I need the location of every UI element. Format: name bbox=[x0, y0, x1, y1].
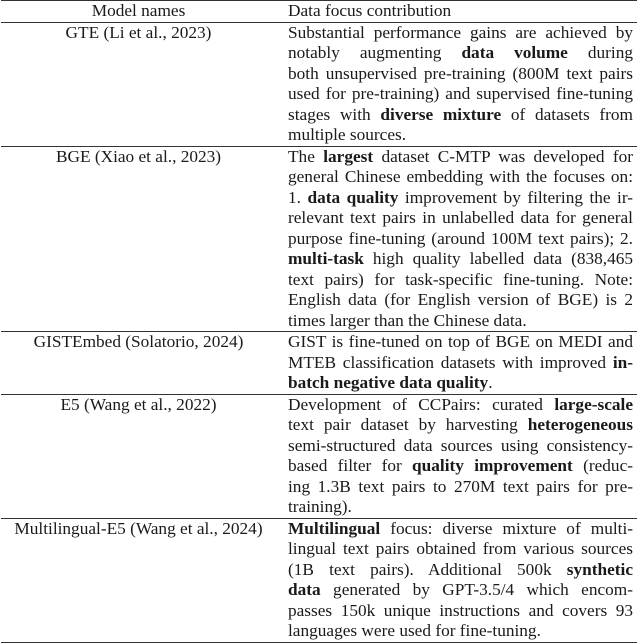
model-name: E5 (Wang et al., 2022) bbox=[60, 394, 217, 414]
model-name: GISTEmbed (Solatorio, 2024) bbox=[33, 332, 244, 351]
text-segment: passes 150k unique instructions and covers 93 bbox=[288, 600, 633, 620]
description-line bbox=[288, 64, 633, 85]
description-line bbox=[288, 580, 633, 601]
description-line bbox=[288, 621, 633, 642]
description-line bbox=[288, 436, 633, 457]
description-line bbox=[288, 395, 633, 416]
text-segment: Development of CCPairs: curated bbox=[288, 394, 555, 414]
description-line bbox=[288, 311, 633, 332]
bold-emphasis: data bbox=[288, 580, 321, 599]
bold-emphasis: largest bbox=[323, 146, 374, 166]
data-focus-description bbox=[284, 394, 637, 518]
text-segment: times larger than the Chinese data. bbox=[288, 310, 527, 330]
bold-emphasis: in- bbox=[612, 352, 633, 372]
description-line bbox=[288, 270, 633, 291]
text-segment: focus: diverse mixture of multi- bbox=[380, 518, 633, 538]
text-segment: English data (for English version of BGE) is 2 bbox=[288, 290, 633, 309]
text-segment: based filter for bbox=[288, 456, 413, 475]
description-line bbox=[288, 208, 633, 229]
bold-emphasis: synthetic bbox=[566, 559, 633, 579]
text-segment: ing 1.3B text pairs to 270M text pairs for pre- bbox=[288, 476, 633, 496]
text-segment: dataset C-MTP was developed for bbox=[373, 146, 634, 166]
description-line bbox=[288, 601, 633, 622]
table-row bbox=[1, 332, 637, 395]
description-line bbox=[288, 167, 633, 188]
table-row bbox=[1, 518, 637, 642]
text-segment: text pairs) for task-specific fine-tuning. Note: bbox=[288, 269, 633, 289]
model-name: Multilingual-E5 (Wang et al., 2024) bbox=[14, 518, 263, 538]
description-line bbox=[288, 415, 633, 436]
description-line bbox=[288, 456, 633, 477]
description-line bbox=[288, 373, 633, 394]
text-segment: languages were used for fine-tuning. bbox=[288, 621, 541, 640]
text-segment: text pair dataset by harvesting bbox=[288, 415, 528, 434]
table-row bbox=[1, 22, 637, 146]
description-line bbox=[288, 477, 633, 498]
text-segment: both unsupervised pre-training (800M text pairs bbox=[288, 63, 633, 83]
description-line bbox=[288, 560, 633, 581]
text-segment: (1B text pairs). Additional 500k bbox=[288, 559, 567, 579]
description-line bbox=[288, 539, 633, 560]
text-segment: lingual text pairs obtained from various sources bbox=[288, 539, 633, 558]
description-line bbox=[288, 84, 633, 105]
text-segment: stages with bbox=[288, 104, 381, 124]
text-segment: (reduc- bbox=[572, 456, 633, 475]
bold-emphasis: Multilingual bbox=[288, 518, 381, 538]
bold-emphasis: diverse mixture bbox=[380, 104, 502, 124]
table-body bbox=[1, 22, 637, 642]
text-segment: 1. bbox=[288, 187, 308, 207]
text-segment: training). bbox=[288, 497, 352, 516]
bold-emphasis: quality improvement bbox=[412, 456, 573, 475]
description-line bbox=[288, 188, 633, 209]
text-segment: . bbox=[488, 373, 493, 392]
model-name: GTE (Li et al., 2023) bbox=[65, 22, 212, 42]
text-segment: improvement by filtering the ir- bbox=[398, 187, 634, 207]
bold-emphasis: data quality bbox=[307, 187, 399, 207]
data-focus-description bbox=[284, 146, 637, 332]
text-segment: during bbox=[567, 43, 633, 62]
data-focus-table bbox=[1, 0, 637, 643]
description-line bbox=[288, 249, 633, 270]
description-line bbox=[288, 23, 633, 44]
text-segment: relevant text pairs in unlabelled data for general bbox=[288, 208, 633, 227]
text-segment: multiple sources. bbox=[288, 125, 407, 144]
description-line bbox=[288, 497, 633, 518]
text-segment: purpose fine-tuning (around 100M text pairs); 2. bbox=[288, 228, 633, 248]
text-segment: notably augmenting bbox=[288, 43, 462, 62]
text-segment: semi-structured data sources using consistency- bbox=[288, 435, 633, 455]
bold-emphasis: heterogeneous bbox=[527, 415, 633, 434]
table-row bbox=[1, 394, 637, 518]
data-focus-description bbox=[284, 22, 637, 146]
data-focus-description bbox=[284, 518, 637, 642]
model-name: BGE (Xiao et al., 2023) bbox=[55, 146, 222, 166]
description-line bbox=[288, 290, 633, 311]
text-segment: high quality labelled data (838,465 bbox=[363, 249, 633, 268]
header-data-focus: Data focus contribution bbox=[288, 1, 452, 20]
header-row bbox=[1, 1, 637, 23]
text-segment: MTEB classification datasets with improved bbox=[288, 352, 613, 372]
bold-emphasis: large-scale bbox=[554, 394, 633, 414]
description-line bbox=[288, 125, 633, 146]
bold-emphasis: data volume bbox=[461, 43, 568, 62]
description-line bbox=[288, 229, 633, 250]
text-segment: used for pre-training) and supervised fine-tuning bbox=[288, 84, 633, 103]
text-segment: generated by GPT-3.5/4 which encom- bbox=[320, 580, 633, 599]
header-model-names: Model names bbox=[91, 1, 186, 20]
bold-emphasis: multi-task bbox=[288, 249, 364, 268]
description-line bbox=[288, 519, 633, 540]
bold-emphasis: batch negative data quality bbox=[288, 373, 489, 392]
text-segment: general Chinese embedding with the focuses on: bbox=[288, 167, 633, 186]
text-segment: GIST is fine-tuned on top of BGE on MEDI and bbox=[288, 332, 633, 351]
description-line bbox=[288, 43, 633, 64]
description-line bbox=[288, 105, 633, 126]
table-row bbox=[1, 146, 637, 332]
description-line bbox=[288, 332, 633, 353]
data-focus-description bbox=[284, 332, 637, 395]
description-line bbox=[288, 353, 633, 374]
text-segment: Substantial performance gains are achieved by bbox=[288, 22, 633, 42]
text-segment: of datasets from bbox=[501, 104, 634, 124]
description-line bbox=[288, 147, 633, 168]
text-segment: The bbox=[288, 146, 324, 166]
